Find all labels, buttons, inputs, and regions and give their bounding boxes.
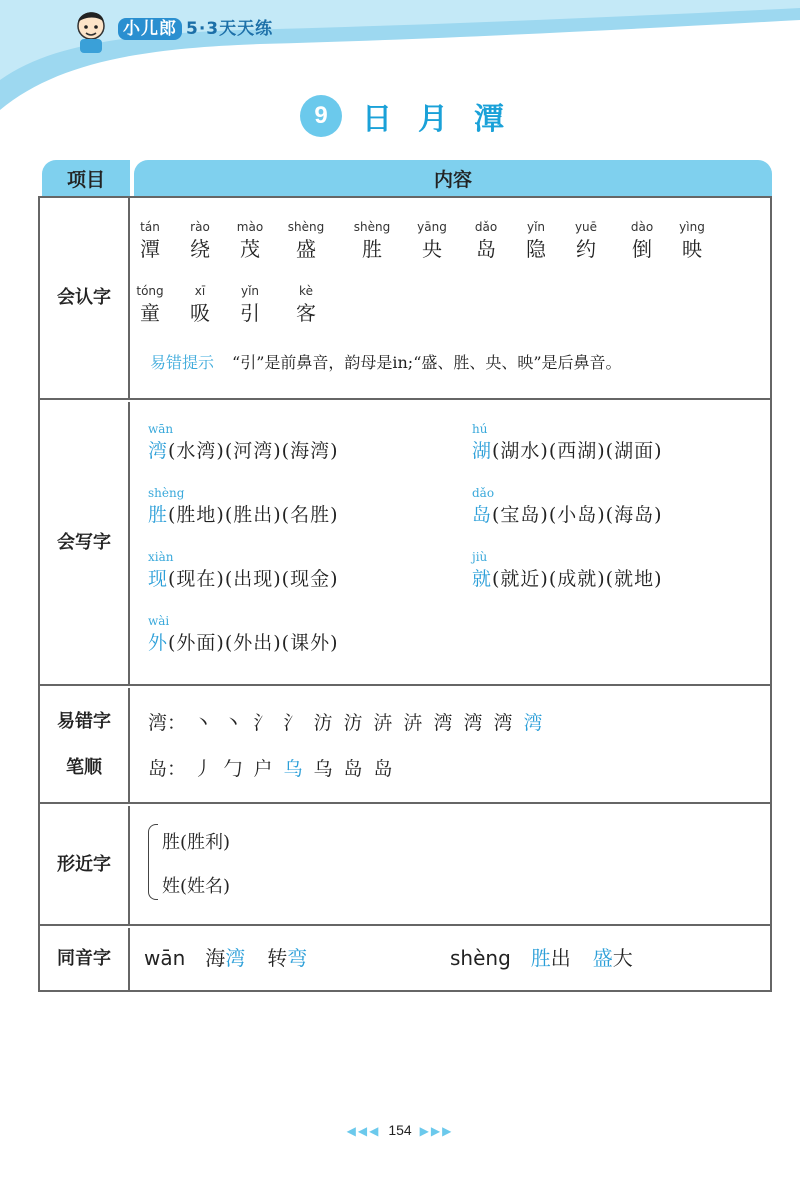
pinyin-char xyxy=(280,282,332,326)
stroke-step: 勹 xyxy=(223,758,243,780)
stroke-step: 丶 xyxy=(193,712,213,734)
pinyin-char xyxy=(460,218,512,262)
pinyin: jiù xyxy=(472,550,488,564)
header-item: 项目 xyxy=(42,160,130,196)
write-item xyxy=(472,420,663,464)
character: 隐 xyxy=(526,237,546,261)
write-line xyxy=(472,502,663,528)
lesson-title: 日月潭 xyxy=(362,102,530,137)
homophone-pinyin: wān xyxy=(144,946,186,970)
stroke-step: 乌 xyxy=(313,758,333,780)
example-words: (宝岛)(小岛)(海岛) xyxy=(492,504,663,526)
write-item xyxy=(148,484,339,528)
write-character: 外 xyxy=(148,632,169,654)
example-words: (就近)(成就)(就地) xyxy=(492,568,663,590)
homophone-body xyxy=(132,928,770,990)
pinyin: dǎo xyxy=(472,486,495,500)
write-character: 湾 xyxy=(148,440,169,462)
pinyin-char xyxy=(224,282,276,326)
row-label xyxy=(40,806,130,924)
example-words: (外面)(外出)(课外) xyxy=(168,632,339,654)
write-character: 现 xyxy=(148,568,169,590)
pinyin: yǐn xyxy=(240,284,260,298)
write-line xyxy=(472,438,663,464)
pinyin: wān xyxy=(148,422,174,436)
write-item xyxy=(472,548,663,592)
lesson-table xyxy=(38,158,772,992)
similar-body xyxy=(132,806,770,924)
pinyin: shèng xyxy=(148,486,185,500)
stroke-step: 汸 xyxy=(343,712,363,734)
recognize-body xyxy=(132,198,770,398)
character: 潭 xyxy=(140,237,160,261)
stroke-step: 氵 xyxy=(253,712,273,734)
pinyin: dào xyxy=(630,220,654,234)
row-label xyxy=(40,928,130,990)
write-character: 胜 xyxy=(148,504,169,526)
pinyin: rào xyxy=(190,220,210,234)
character: 映 xyxy=(682,237,702,261)
example-words: (胜地)(胜出)(名胜) xyxy=(168,504,339,526)
stroke-step: 氵 xyxy=(283,712,303,734)
stroke-step: 湾 xyxy=(523,712,543,734)
write-item xyxy=(148,548,339,592)
pinyin: yǐn xyxy=(526,220,546,234)
tip-label: 易错提示 xyxy=(150,353,215,372)
label-similar: 形近字 xyxy=(57,854,111,875)
similar-item-1: 胜(胜利) xyxy=(162,832,231,853)
example-words: (水湾)(河湾)(海湾) xyxy=(168,440,339,462)
similar-item-2: 姓(姓名) xyxy=(162,876,231,897)
pinyin: shèng xyxy=(287,220,325,234)
stroke-order-line-2 xyxy=(148,754,398,781)
table-header xyxy=(38,158,772,196)
word-part: 海 xyxy=(205,946,226,970)
row-label xyxy=(40,402,130,684)
homophone-group-1 xyxy=(144,942,307,971)
stroke-step: 岛 xyxy=(373,758,393,780)
write-character: 湖 xyxy=(472,440,493,462)
stroke-char: 湾： xyxy=(148,712,187,734)
character: 倒 xyxy=(632,237,652,261)
character: 胜 xyxy=(362,237,382,261)
stroke-step: 丿 xyxy=(193,758,213,780)
brace-icon xyxy=(148,824,158,900)
pinyin: yāng xyxy=(417,220,447,234)
brand-text: 5·3天天练 xyxy=(186,19,274,39)
write-line xyxy=(148,438,339,464)
stroke-step: 湾 xyxy=(493,712,513,734)
write-line xyxy=(472,566,663,592)
pinyin-char xyxy=(666,218,718,262)
pinyin-char xyxy=(174,218,226,262)
row-recognize xyxy=(40,198,770,400)
pinyin-char xyxy=(510,218,562,262)
pinyin-char xyxy=(280,218,332,262)
character: 盛 xyxy=(296,237,316,261)
row-similar xyxy=(40,806,770,926)
lesson-heading xyxy=(300,96,530,136)
stroke-step: 户 xyxy=(253,758,273,780)
next-arrows-icon: ▶▶▶ xyxy=(419,1124,454,1138)
character: 引 xyxy=(240,301,260,325)
row-write xyxy=(40,402,770,686)
write-line xyxy=(148,566,339,592)
character: 约 xyxy=(576,237,596,261)
word-highlight: 胜 xyxy=(530,946,551,970)
row-label xyxy=(40,198,130,398)
pinyin: yuē xyxy=(574,220,598,234)
pinyin-char xyxy=(346,218,398,262)
brand-logo: 小儿郎 xyxy=(118,18,182,40)
word-part: 大 xyxy=(612,946,633,970)
pinyin: tóng xyxy=(136,284,164,298)
write-line xyxy=(148,502,339,528)
homophone-group-2 xyxy=(450,942,633,971)
pinyin: dǎo xyxy=(474,220,498,234)
write-item xyxy=(472,484,663,528)
stroke-step: 湾 xyxy=(463,712,483,734)
stroke-step: 湾 xyxy=(433,712,453,734)
write-character: 岛 xyxy=(472,504,493,526)
write-line xyxy=(148,630,339,656)
label-strokes-2: 笔顺 xyxy=(66,757,102,778)
character: 吸 xyxy=(190,301,210,325)
stroke-step: 泋 xyxy=(403,712,423,734)
stroke-step: 汸 xyxy=(313,712,333,734)
pinyin: shèng xyxy=(353,220,391,234)
stroke-step: 岛 xyxy=(343,758,363,780)
page-footer xyxy=(0,1122,800,1138)
pinyin-char xyxy=(124,218,176,262)
pinyin: xiàn xyxy=(148,550,174,564)
pinyin-char xyxy=(174,282,226,326)
homophone-pinyin: shèng xyxy=(450,946,511,970)
pinyin: wài xyxy=(148,614,170,628)
label-homophone: 同音字 xyxy=(57,948,111,969)
stroke-step: 乌 xyxy=(283,758,303,780)
mascot-icon xyxy=(68,6,114,54)
pinyin: mào xyxy=(236,220,264,234)
pinyin: kè xyxy=(299,284,313,298)
lesson-number-badge: 9 xyxy=(300,95,342,137)
stroke-step: 泋 xyxy=(373,712,393,734)
character: 绕 xyxy=(190,237,210,261)
pinyin-char xyxy=(406,218,458,262)
character: 岛 xyxy=(476,237,496,261)
stroke-step: 丶 xyxy=(223,712,243,734)
brand-title xyxy=(118,14,273,39)
row-label xyxy=(40,688,130,802)
label-recognize: 会认字 xyxy=(57,287,111,308)
label-write: 会写字 xyxy=(57,532,111,553)
write-item xyxy=(148,612,339,656)
character: 茂 xyxy=(240,237,260,261)
character: 童 xyxy=(140,301,160,325)
pinyin-char xyxy=(124,282,176,326)
word-highlight: 湾 xyxy=(225,946,246,970)
write-character: 就 xyxy=(472,568,493,590)
pinyin-char xyxy=(616,218,668,262)
pinyin-char xyxy=(224,218,276,262)
word-part: 转 xyxy=(267,946,288,970)
tip-text: “引”是前鼻音，韵母是in;“盛、胜、央、映”是后鼻音。 xyxy=(232,353,622,372)
character: 央 xyxy=(422,237,442,261)
error-tip xyxy=(150,350,622,373)
label-strokes-1: 易错字 xyxy=(57,711,111,732)
pinyin: hú xyxy=(472,422,488,436)
pinyin: tán xyxy=(140,220,160,234)
pinyin-char xyxy=(560,218,612,262)
word-highlight: 盛 xyxy=(592,946,613,970)
write-body xyxy=(132,402,770,684)
example-words: (湖水)(西湖)(湖面) xyxy=(492,440,663,462)
table-grid xyxy=(38,196,772,992)
pinyin: yìng xyxy=(679,220,705,234)
character: 客 xyxy=(296,301,316,325)
row-homophone xyxy=(40,928,770,990)
prev-arrows-icon: ◀◀◀ xyxy=(346,1124,381,1138)
stroke-order-line-1 xyxy=(148,708,548,735)
strokes-body xyxy=(132,688,770,802)
word-part: 出 xyxy=(550,946,571,970)
word-highlight: 弯 xyxy=(287,946,308,970)
example-words: (现在)(出现)(现金) xyxy=(168,568,339,590)
page-number: 154 xyxy=(388,1122,412,1138)
pinyin: xī xyxy=(194,284,206,298)
row-strokes xyxy=(40,688,770,804)
header-content: 内容 xyxy=(134,160,772,196)
stroke-char: 岛： xyxy=(148,758,187,780)
write-item xyxy=(148,420,339,464)
